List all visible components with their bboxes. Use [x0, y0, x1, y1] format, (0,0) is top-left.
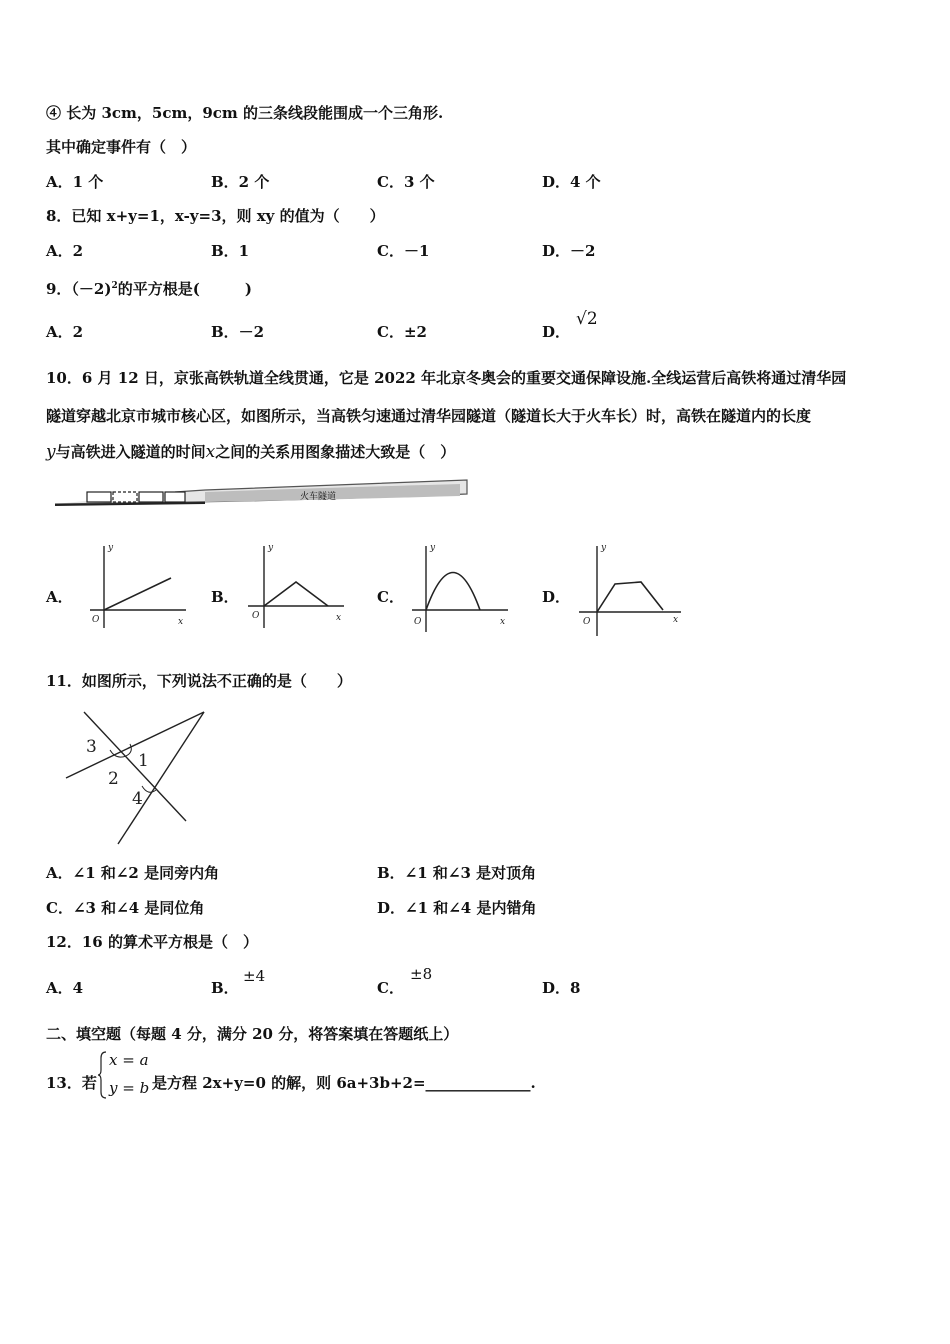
graph-c-curve	[426, 573, 480, 611]
q13-prefix: 13．若	[46, 1074, 97, 1092]
q7-option-c: C．3 个	[377, 173, 435, 191]
train-car-2	[113, 492, 137, 502]
angle-label-3: 3	[86, 737, 97, 757]
q11-option-b: B．∠1 和∠3 是对顶角	[377, 864, 537, 882]
q10-option-b: B．	[211, 588, 239, 606]
q8-stem: 8．已知 x+y=1，x-y=3，则 xy 的值为（ ）	[46, 207, 385, 225]
q7-item4: ④ 长为 3cm，5cm，9cm 的三条线段能围成一个三角形.	[46, 104, 444, 122]
q9-stem-exponent: 2	[111, 281, 118, 291]
q12-option-d: D．8	[542, 979, 581, 997]
q10-line1: 10．6 月 12 日，京张高铁轨道全线贯通，它是 2022 年北京冬奥会的重要交通保障设施.全线运营后高铁将通过清华园	[46, 369, 847, 387]
q12-stem: 12．16 的算术平方根是（ ）	[46, 933, 258, 951]
q7-stem: 其中确定事件有（ ）	[46, 138, 197, 156]
train-car-3	[139, 492, 163, 502]
q7-option-b: B．2 个	[211, 173, 270, 191]
graph-a	[86, 540, 191, 632]
q11-angle-figure	[60, 706, 210, 846]
q8-option-a: A．2	[46, 242, 84, 260]
q10-option-c: C．	[377, 588, 404, 606]
q10-var-y: y	[46, 442, 56, 462]
q7-option-a: A．1 个	[46, 173, 104, 191]
q10-var-x: x	[205, 442, 216, 462]
angle-label-2: 2	[108, 769, 119, 789]
q7-option-d: D．4 个	[542, 173, 601, 191]
q10-line3-mid: 与高铁进入隧道的时间	[55, 443, 206, 461]
q9-option-b: B．－2	[211, 323, 265, 341]
q9-option-a: A．2	[46, 323, 84, 341]
q11-option-d: D．∠1 和∠4 是内错角	[377, 899, 537, 917]
graph-a-x-label: x	[178, 617, 184, 627]
angle-arc-1	[126, 744, 131, 756]
graph-d-x-label: x	[673, 615, 679, 625]
q13-eq1: x = a	[109, 1051, 149, 1069]
angle-label-1: 1	[138, 751, 149, 771]
q9-stem-prefix: 9．（－2)	[46, 280, 112, 298]
q9-stem	[46, 276, 252, 299]
q10-line3-end: 之间的关系用图象描述大致是（ ）	[215, 443, 456, 461]
train-car-1	[87, 492, 111, 502]
graph-d-origin: O	[583, 617, 591, 627]
q8-option-c: C．－1	[377, 242, 430, 260]
graph-a-curve	[104, 578, 171, 610]
section2-title: 二、填空题（每题 4 分，满分 20 分，将答案填在答题纸上）	[46, 1025, 459, 1043]
q11-stem: 11．如图所示，下列说法不正确的是（ ）	[46, 672, 352, 690]
graph-b-y-label: y	[268, 543, 274, 553]
q10-option-a: A．	[46, 588, 73, 606]
q9-stem-suffix: 的平方根是( )	[117, 280, 252, 298]
tunnel-label: 火车隧道	[300, 492, 337, 502]
q11-option-c: C．∠3 和∠4 是同位角	[46, 899, 205, 917]
graph-b-x-label: x	[336, 613, 342, 623]
q13-brace	[98, 1050, 108, 1100]
graph-b	[244, 540, 349, 632]
graph-b-origin: O	[252, 611, 260, 621]
graph-d-y-label: y	[601, 543, 607, 553]
q8-option-d: D．－2	[542, 242, 596, 260]
graph-c	[408, 540, 513, 635]
graph-d	[575, 540, 685, 640]
train-car-4	[165, 492, 185, 502]
tunnel-figure	[55, 472, 475, 514]
graph-a-origin: O	[92, 615, 100, 625]
q10-option-d: D．	[542, 588, 571, 606]
graph-b-curve	[264, 582, 328, 606]
graph-a-y-label: y	[108, 543, 114, 553]
q12-option-c-math: ±8	[410, 965, 433, 983]
q10-line3	[46, 442, 455, 462]
q12-option-c: C．	[377, 979, 404, 997]
q9-option-d: D．	[542, 323, 571, 341]
graph-d-curve	[597, 582, 663, 612]
angle-label-4: 4	[132, 789, 143, 809]
q9-option-c: C．±2	[377, 323, 427, 341]
q12-option-b: B．	[211, 979, 239, 997]
graph-c-origin: O	[414, 617, 422, 627]
q11-option-a: A．∠1 和∠2 是同旁内角	[46, 864, 220, 882]
q13-suffix: 是方程 2x+y=0 的解，则 6a+3b+2=______________.	[152, 1074, 536, 1092]
q8-option-b: B．1	[211, 242, 250, 260]
q12-option-a: A．4	[46, 979, 84, 997]
q10-line2: 隧道穿越北京市城市核心区，如图所示，当高铁匀速通过清华园隧道（隧道长大于火车长）时，高铁在隧道内的长度	[46, 407, 812, 425]
q9-option-d-math: √2	[576, 309, 598, 329]
q12-option-b-math: ±4	[243, 967, 266, 985]
graph-c-x-label: x	[500, 617, 506, 627]
graph-c-y-label: y	[430, 543, 436, 553]
q13-eq2: y = b	[109, 1079, 150, 1097]
